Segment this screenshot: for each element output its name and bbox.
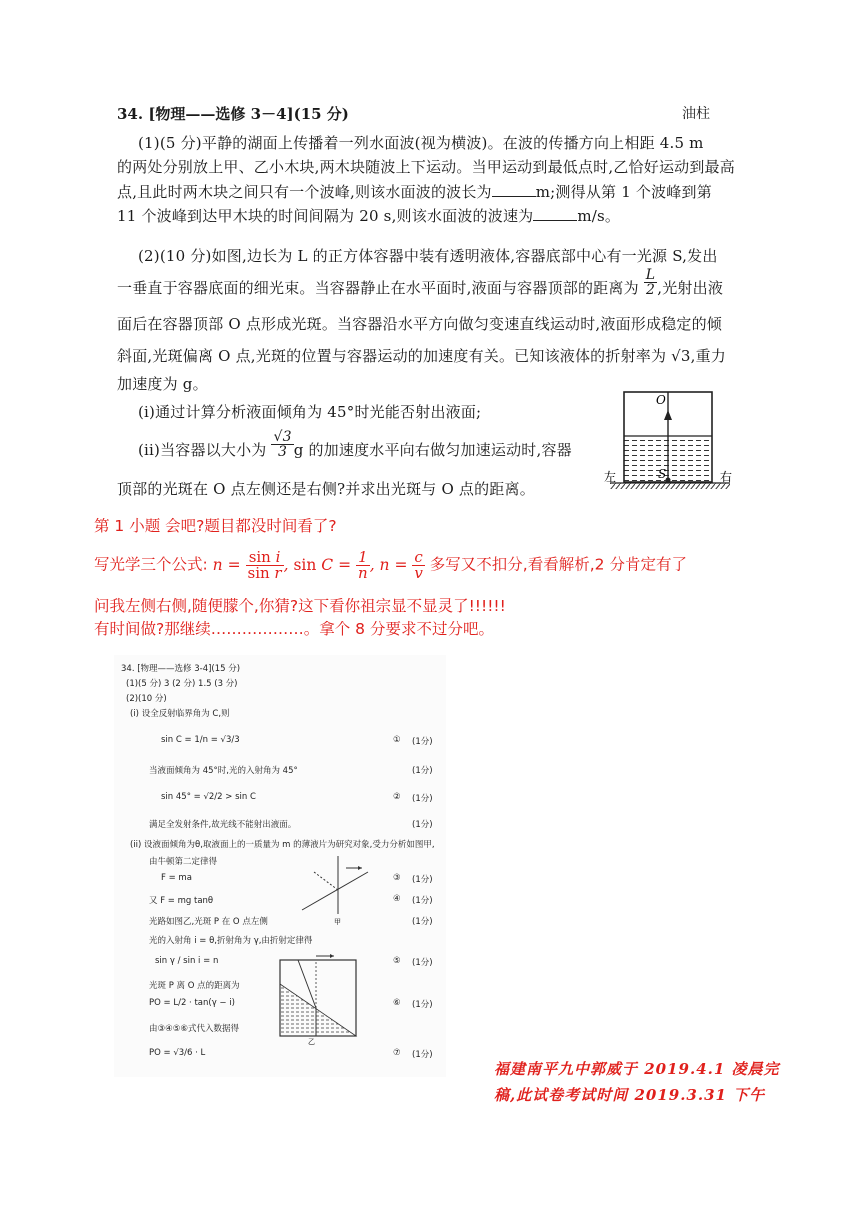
sol-conclude-i-score: (1分) — [412, 820, 433, 830]
comment-line2 — [94, 550, 687, 581]
fraction-denominator: 2 — [645, 281, 656, 298]
sol-light-path: 光路如图乙,光斑 P 在 O 点左侧 — [149, 917, 268, 927]
sol-eq3-score: (1分) — [412, 875, 433, 885]
part2-line1: (2)(10 分)如图,边长为 L 的正方体容器中装有透明液体,容器底部中心有一光源 S,发出 — [138, 247, 718, 265]
sol-eq4-num: ④ — [393, 894, 401, 904]
sol-eq1-score: (1分) — [412, 737, 433, 747]
sol-eq4: 又 F = mg tanθ — [149, 896, 214, 906]
optics-formulas: n = $\frac{\text{sin i}}{\text{sin r}}$ , sin C = $\frac{1}{n}$ , n = $\frac{c}{v}$ — [212, 548, 423, 582]
sol-eq7-num: ⑦ — [393, 1048, 401, 1058]
fraction-l-over-2 — [644, 268, 658, 297]
label-o: O — [656, 393, 666, 407]
fig-b-label: 乙 — [308, 1038, 315, 1046]
fraction-sqrt3-over-3 — [271, 430, 293, 459]
container-figure — [600, 388, 740, 494]
sub-ii-text: (ii)当容器以大小为 — [138, 441, 267, 459]
fraction-numerator: L — [645, 266, 656, 283]
sub-question-ii-line2: 顶部的光斑在 O 点左侧还是右侧?并求出光斑与 O 点的距离。 — [117, 480, 535, 498]
support-force-line — [314, 872, 338, 890]
sol-eq2-score: (1分) — [412, 794, 433, 804]
part2-line4: 斜面,光斑偏离 O 点,光斑的位置与容器运动的加速度有关。已知该液体的折射率为 √3,重力 — [117, 347, 727, 365]
comment-line2-suffix: 多写又不扣分,看看解析,2 分肯定有了 — [429, 555, 687, 574]
label-left: 左 — [604, 470, 617, 484]
arrow-right-icon — [330, 954, 334, 958]
light-source-dot — [666, 478, 671, 483]
answer-blank-wavelength — [492, 184, 536, 197]
part2-line3: 面后在容器顶部 O 点形成光斑。当容器沿水平方向做匀变速直线运动时,液面形成稳定的倾 — [117, 315, 723, 333]
sol-substitute: 由③④⑤⑥式代入数据得 — [149, 1024, 239, 1034]
sol-eq3-num: ③ — [393, 873, 401, 883]
sol-eq6: PO = L/2 · tan(γ − i) — [149, 998, 235, 1008]
sol-part2: (2)(10 分) — [126, 694, 167, 704]
sol-eq6-score: (1分) — [412, 1000, 433, 1010]
tilted-liquid — [280, 984, 356, 1036]
part2-line2-text: 一垂直于容器底面的细光束。当容器静止在水平面时,液面与容器顶部的距离为 — [117, 279, 639, 297]
sol-ii-intro: (ii) 设液面倾角为θ,取液面上的一质量为 m 的薄液片为研究对象,受力分析如图甲, — [130, 840, 435, 850]
sub-ii-tail: g 的加速度水平向右做匀加速运动时,容器 — [293, 441, 572, 459]
ground-hatch — [610, 483, 730, 489]
sol-line-45: 当液面倾角为 45°时,光的入射角为 45° — [149, 766, 298, 776]
arrow-right-icon — [358, 866, 362, 870]
sol-eq3: F = ma — [161, 873, 192, 883]
sol-part1: (1)(5 分) 3 (2 分) 1.5 (3 分) — [126, 679, 238, 689]
comment-line4: 有时间做?那继续………………。拿个 8 分要求不过分吧。 — [94, 620, 494, 638]
fraction-numerator: √3 — [273, 428, 292, 445]
light-path-diagram — [276, 954, 360, 1046]
sol-angles: 光的入射角 i = θ,折射角为 γ,由折射定律得 — [149, 936, 313, 946]
part2-line2 — [117, 266, 724, 298]
signature-line1: 福建南平九中郭威于 2019.4.1 凌晨完 — [494, 1060, 780, 1078]
comment-line1: 第 1 小题 会吧?题目都没时间看了? — [94, 517, 337, 535]
sol-title: 34. [物理——选修 3-4](15 分) — [121, 664, 241, 674]
sol-light-path-score: (1分) — [412, 917, 433, 927]
part1-line1: (1)(5 分)平静的湖面上传播着一列水面波(视为横波)。在波的传播方向上相距 4.5 m — [138, 134, 704, 152]
sol-eq7: PO = √3/6 · L — [149, 1048, 206, 1058]
sol-eq5-num: ⑤ — [393, 956, 401, 966]
sol-line-45-score: (1分) — [412, 766, 433, 776]
part1-line4-tail: m/s。 — [577, 207, 621, 225]
sol-eq6-num: ⑥ — [393, 998, 401, 1008]
answer-blank-speed — [533, 208, 577, 221]
sub-question-ii — [138, 428, 572, 460]
corner-note: 油柱 — [682, 106, 710, 122]
sol-dist-intro: 光斑 P 离 O 点的距离为 — [149, 981, 240, 991]
signature-line2: 稿,此试卷考试时间 2019.3.31 下午 — [494, 1086, 766, 1104]
sol-eq2-num: ② — [393, 792, 401, 802]
sol-newton: 由牛顿第二定律得 — [149, 857, 218, 867]
sol-eq5: sin γ / sin i = n — [155, 956, 219, 966]
sol-eq2: sin 45° = √2/2 > sin C — [161, 792, 256, 802]
part1-line3-text: 点,且此时两木块之间只有一个波峰,则该水面波的波长为 — [117, 183, 492, 201]
comment-line3: 问我左侧右侧,随便朦个,你猜?这下看你祖宗显不显灵了!!!!!! — [94, 597, 506, 615]
sol-eq5-score: (1分) — [412, 958, 433, 968]
part1-line3-tail: m;测得从第 1 个波峰到第 — [535, 183, 712, 201]
question-title: 34. [物理——选修 3－4](15 分) — [117, 105, 349, 123]
sol-eq7-score: (1分) — [412, 1050, 433, 1060]
sol-i-intro: (i) 设全反射临界角为 C,则 — [130, 709, 230, 719]
sub-question-i: (i)通过计算分析液面倾角为 45°时光能否射出液面; — [138, 403, 482, 421]
comment-line2-prefix: 写光学三个公式: — [94, 555, 208, 574]
sol-eq4-score: (1分) — [412, 896, 433, 906]
part1-line4-text: 11 个波峰到达甲木块的时间间隔为 20 s,则该水面波的波速为 — [117, 207, 534, 225]
sol-eq1-num: ① — [393, 735, 401, 745]
sol-eq1: sin C = 1/n = √3/3 — [161, 735, 240, 745]
fraction-denominator: 3 — [278, 443, 288, 460]
force-diagram — [292, 852, 374, 932]
part1-line2: 的两处分别放上甲、乙小木块,两木块随波上下运动。当甲运动到最低点时,乙恰好运动到最高 — [117, 158, 735, 176]
part1-line4 — [117, 208, 620, 224]
incline-line — [302, 872, 368, 910]
arrow-up-icon — [664, 410, 672, 420]
label-right: 右 — [720, 470, 733, 484]
fig-a-label: 甲 — [334, 918, 341, 926]
part2-line5: 加速度为 g。 — [117, 375, 208, 393]
label-s: S — [658, 467, 667, 481]
part2-line2-tail: ,光射出液 — [657, 279, 724, 297]
part1-line3 — [117, 184, 712, 200]
sol-conclude-i: 满足全发射条件,故光线不能射出液面。 — [149, 820, 297, 830]
